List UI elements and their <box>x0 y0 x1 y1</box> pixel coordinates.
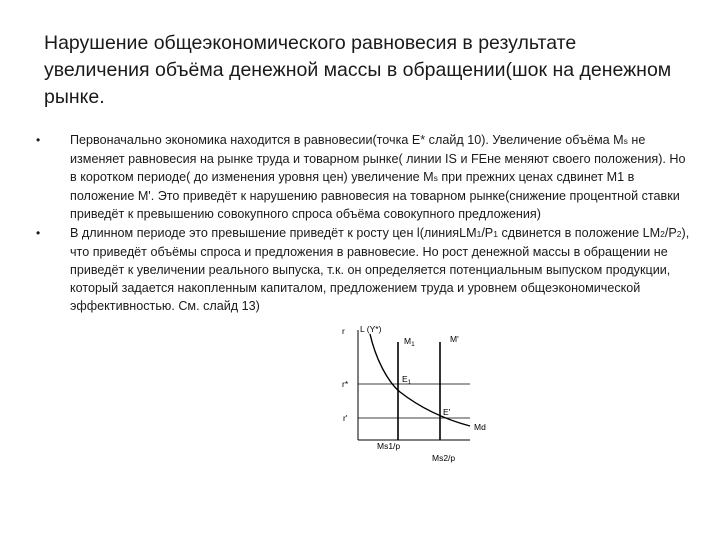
label-e1-main: E <box>402 374 408 384</box>
bullet-marker: • <box>36 133 41 147</box>
label-ms2: Ms2/p <box>432 453 456 463</box>
bullet-item <box>36 131 691 223</box>
label-e1-sub: 1 <box>407 379 412 386</box>
bullet-text: Первоначально экономика находится в равновесии(точка Е* слайд 10). Увеличение объёма М <box>70 133 624 147</box>
money-demand-curve <box>370 334 470 426</box>
label-rprime: r' <box>343 413 348 423</box>
label-eprime: E' <box>443 407 451 417</box>
subscript: s <box>433 173 438 183</box>
bullet-text: сдвинется в положение LM <box>497 226 661 240</box>
axis-label-r: r <box>342 326 345 336</box>
bullet-text: В длинном периоде это превышение приведёт к росту цен l(линияLM <box>70 226 477 240</box>
label-m1 <box>404 336 415 348</box>
label-mprime: M' <box>450 334 459 344</box>
label-m1-main: M <box>404 336 412 346</box>
subscript: 1 <box>493 229 498 239</box>
bullet-list <box>36 131 691 315</box>
subscript: 2 <box>676 229 682 239</box>
bullet-text: не изменяет равновесия на рынке труда и товарном рынке( линии IS и FEне меняют своего положения). Но в коротком периоде( до изменения уровня цен) увеличение М <box>70 133 686 184</box>
subscript: s <box>623 136 628 146</box>
label-m1-sub: 1 <box>411 341 415 348</box>
label-md: Md <box>474 422 486 432</box>
bullet-text: /P <box>664 226 677 240</box>
subscript: 2 <box>660 229 665 239</box>
bullet-text: ), что приведёт объёмы спроса и предложения в равновесие. Но рост денежной массы в обращении не приведёт к увеличении реального выпуска, т.к. он определяется потенциальным выпуском продукции, который задается накопленным капиталом, предложением труда и уровнем общеэкономической эффективностью. См. слайд 13) <box>70 226 690 313</box>
bullet-item <box>36 224 691 315</box>
label-ms1: Ms1/p <box>377 441 401 451</box>
bullet-text: при прежних ценах сдвинет М1 в положение М'. Это приведёт к нарушению равновесия на товарном рынке(снижение процентной ставки приведёт к превышению совокупного спроса объёма совокупного предложения) <box>70 170 680 221</box>
subscript: 1 <box>476 229 482 239</box>
bullet-marker: • <box>36 226 41 240</box>
label-l-ystar: L (Y*) <box>360 324 382 334</box>
money-market-diagram <box>330 322 500 470</box>
label-rstar: r* <box>342 379 349 389</box>
slide-title: Нарушение общеэкономического равновесия в результате увеличения объёма денежной массы в обращении(шок на денежном рынке. <box>44 32 672 108</box>
bullet-text: /P <box>481 226 494 240</box>
